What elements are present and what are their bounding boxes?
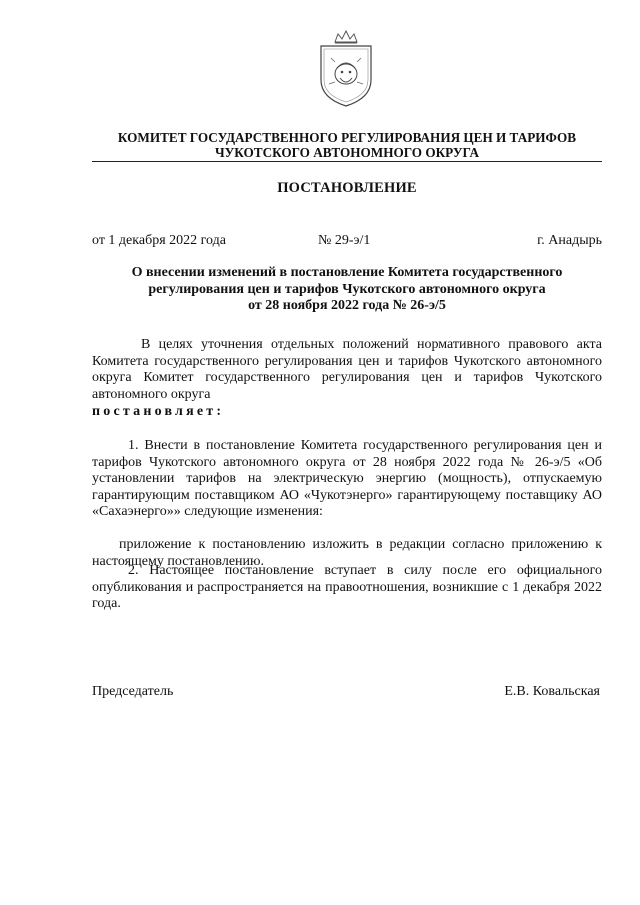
coat-of-arms-icon bbox=[313, 28, 379, 108]
document-subject bbox=[92, 265, 602, 315]
subject-line1: О внесении изменений в постановление Комитета государственного bbox=[131, 265, 563, 280]
document-date: от 1 декабря 2022 года bbox=[92, 233, 226, 248]
item-2-paragraph: 2. Настоящее постановление вступает в силу после его официального опубликования и распространяется на правоотношения, возникшие с 1 декабря 2022 года. bbox=[92, 563, 602, 611]
organization-name-line2: ЧУКОТСКОГО АВТОНОМНОГО ОКРУГА bbox=[214, 145, 480, 160]
decree-word: постановляет: bbox=[92, 404, 225, 419]
document-city: г. Анадырь bbox=[537, 233, 602, 248]
subject-line3: от 28 ноября 2022 года № 26-э/5 bbox=[248, 298, 446, 313]
item-1-paragraph: 1. Внести в постановление Комитета государственного регулирования цен и тарифов Чукотского автономного округа от 28 ноября 2022 года № 26-э/5 «Об установлении тарифов на электрическую энергию (мощность), отпускаемую гарантирующим поставщиком АО «Чукотэнерго» гарантирующему поставщику АО «Сахаэнерго»» следующие изменения: bbox=[92, 438, 602, 519]
item-1-subparagraph: приложение к постановлению изложить в редакции согласно приложению к настоящему постановлению. bbox=[92, 537, 602, 569]
document-number: № 29-э/1 bbox=[318, 233, 371, 248]
subject-line2: регулирования цен и тарифов Чукотского автономного округа bbox=[148, 281, 546, 297]
header-divider bbox=[92, 161, 602, 162]
signatory-role: Председатель bbox=[92, 684, 174, 699]
document-type-title: ПОСТАНОВЛЕНИЕ bbox=[277, 180, 417, 196]
signatory-name: Е.В. Ковальская bbox=[504, 684, 600, 699]
preamble-paragraph: В целях уточнения отдельных положений нормативного правового акта Комитета государственного регулирования цен и тарифов Чукотского автономного округа Комитет государственного регулирования цен и тарифов Чукотского автономного округа bbox=[92, 337, 602, 402]
organization-name-line1: КОМИТЕТ ГОСУДАРСТВЕННОГО РЕГУЛИРОВАНИЯ ЦЕН И ТАРИФОВ bbox=[117, 130, 577, 145]
